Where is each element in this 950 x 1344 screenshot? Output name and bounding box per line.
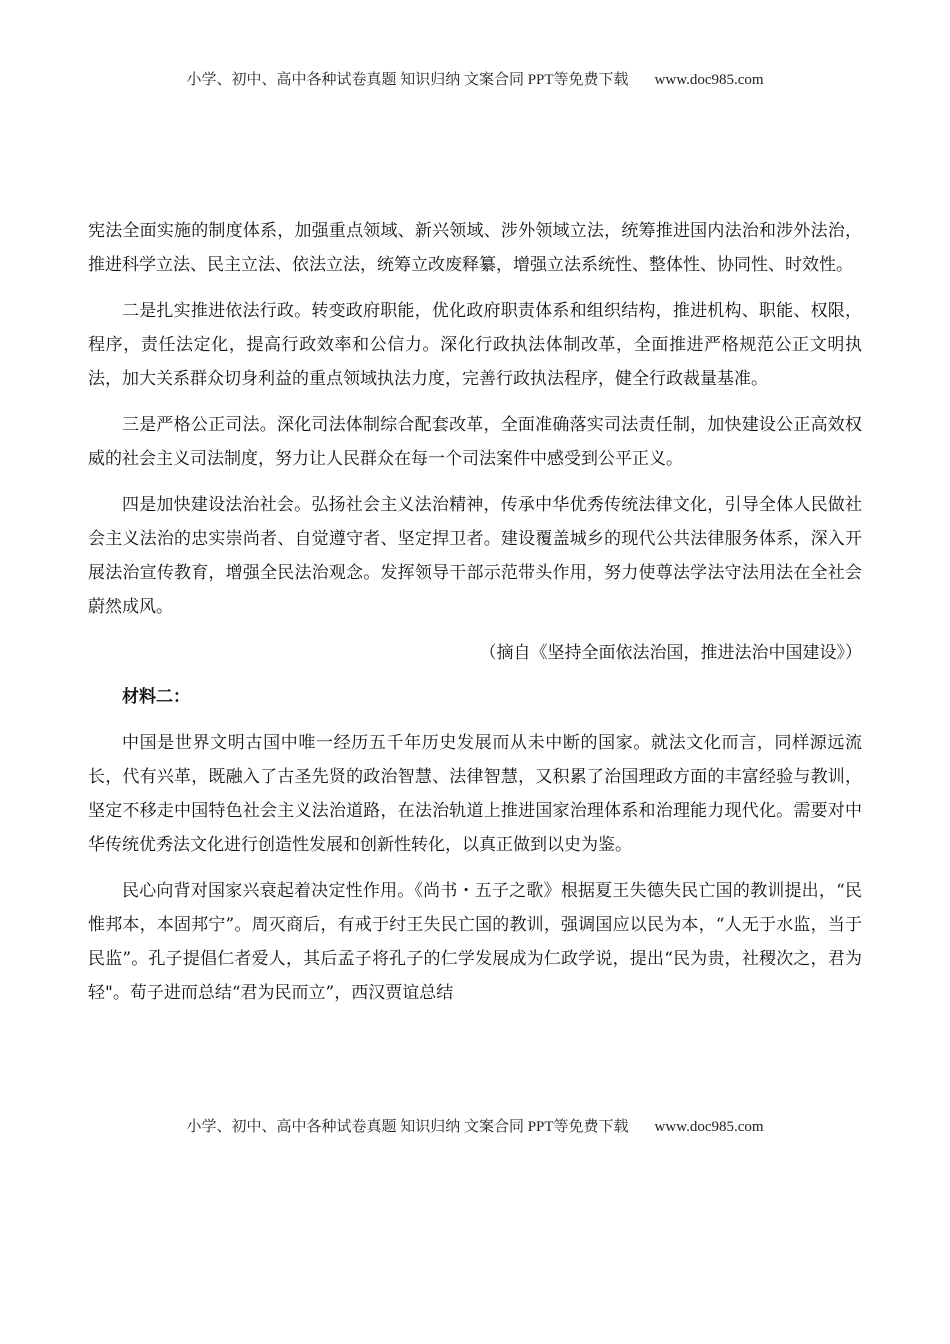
paragraph-2: 二是扎实推进依法行政。转变政府职能，优化政府职责体系和组织结构，推进机构、职能、权限，程序，责任法定化，提高行政效率和公信力。深化行政执法体制改革，全面推进严格规范公正文明执法，加大关系群众切身利益的重点领域执法力度，完善行政执法程序，健全行政裁量基准。 (88, 301, 862, 389)
paragraph-5: 中国是世界文明古国中唯一经历五千年历史发展而从未中断的国家。就法文化而言，同样源远流长，代有兴革，既融入了古圣先贤的政治智慧、法律智慧，又积累了治国理政方面的丰富经验与教训，坚定不移走中国特色社会主义法治道路，在法治轨道上推进国家治理体系和治理能力现代化。需要对中华传统优秀法文化进行创造性发展和创新性转化，以真正做到以史为鉴。 (88, 733, 862, 855)
section-heading-material-2: 材料二： (122, 687, 190, 707)
paragraph-4: 四是加快建设法治社会。弘扬社会主义法治精神，传承中华优秀传统法律文化，引导全体人民做社会主义法治的忠实崇尚者、自觉遵守者、坚定捍卫者。建设覆盖城乡的现代公共法律服务体系，深入开展法治宣传教育，增强全民法治观念。发挥领导干部示范带头作用，努力使尊法学法守法用法在全社会蔚然成风。 (88, 495, 862, 617)
page-header (0, 68, 950, 89)
paragraph-3: 三是严格公正司法。深化司法体制综合配套改革，全面准确落实司法责任制，加快建设公正高效权威的社会主义司法制度，努力让人民群众在每一个司法案件中感受到公平正义。 (88, 415, 862, 469)
header-text: 小学、初中、高中各种试卷真题 知识归纳 文案合同 PPT等免费下载 (186, 72, 629, 88)
footer-text: 小学、初中、高中各种试卷真题 知识归纳 文案合同 PPT等免费下载 (186, 1119, 629, 1135)
header-site-url: www.doc985.com (654, 72, 764, 88)
paragraph-6: 民心向背对国家兴衰起着决定性作用。《尚书・五子之歌》根据夏王失德失民亡国的教训提出，“民惟邦本，本固邦宁”。周灭商后，有戒于纣王失民亡国的教训，强调国应以民为本，“人无于水监，当于民监”。孔子提倡仁者爱人，其后孟子将孔子的仁学发展成为仁政学说，提出“民为贵，社稷次之，君为轻"。荀子进而总结“君为民而立”，西汉贾谊总结 (88, 881, 862, 1003)
source-citation: （摘自《坚持全面依法治国，推进法治中国建设》） (479, 643, 862, 663)
paragraph-1: 宪法全面实施的制度体系，加强重点领域、新兴领域、涉外领域立法，统筹推进国内法治和涉外法治，推进科学立法、民主立法、依法立法，统筹立改废释纂，增强立法系统性、整体性、协同性、时效性。 (88, 221, 862, 275)
page-footer (0, 1115, 950, 1136)
document-body (88, 214, 862, 1022)
footer-site-url: www.doc985.com (654, 1119, 764, 1135)
